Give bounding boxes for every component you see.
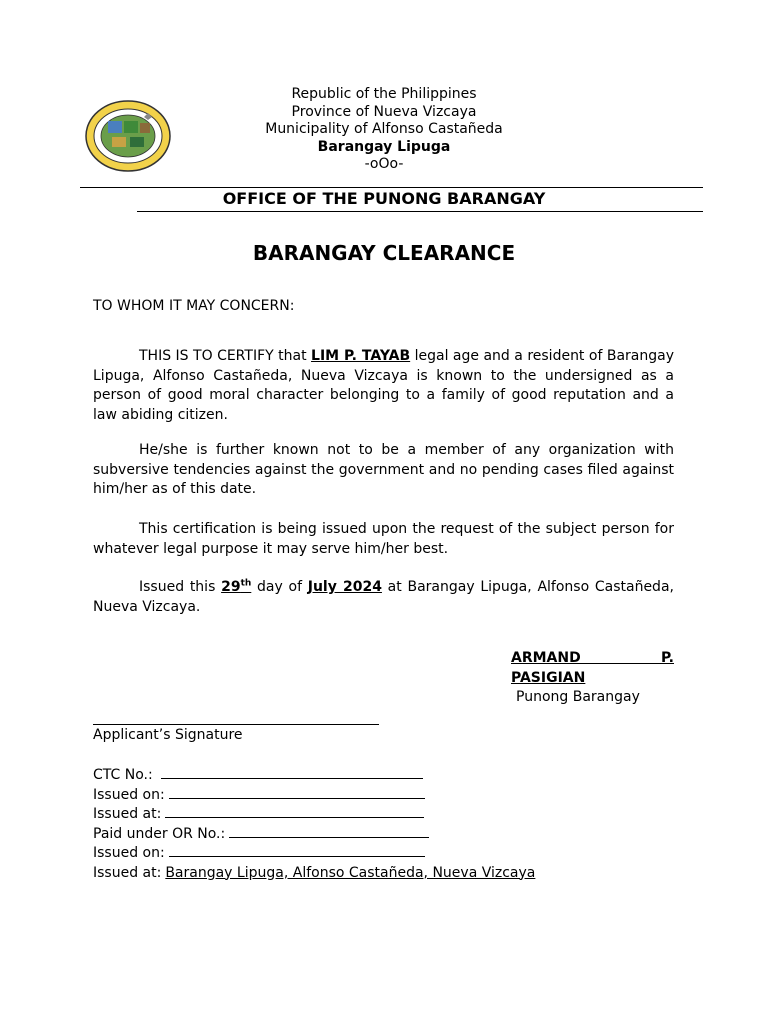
issued-at2-value: Barangay Lipuga, Alfonso Castañeda, Nueva Vizcaya [165, 864, 536, 881]
ctc-details [93, 766, 535, 883]
header-rule-top [80, 187, 703, 188]
ctc-no-blank [161, 766, 423, 779]
issuance-paragraph: Issued this 29th day of July 2024 at Barangay Lipuga, Alfonso Castañeda, Nueva Vizcaya. [93, 578, 674, 615]
header-municipality: Municipality of Alfonso Castañeda [265, 121, 503, 137]
header-province: Province of Nueva Vizcaya [291, 103, 477, 120]
office-title: OFFICE OF THE PUNONG BARANGAY [222, 189, 546, 208]
or-no-row: Paid under OR No.: [93, 825, 535, 845]
issue-day: 29th [221, 578, 252, 595]
issued-on2-row: Issued on: [93, 844, 535, 864]
membership-paragraph: He/she is further known not to be a member of any organization with subversive tendencies against the government and no pending cases filed against him/her as of this date. [93, 442, 674, 497]
issue-month-year: July 2024 [307, 579, 382, 595]
issued-on2-blank [169, 844, 425, 857]
salutation: TO WHOM IT MAY CONCERN: [93, 298, 295, 314]
issued-at-row: Issued at: [93, 805, 535, 825]
header-ornament: -oOo- [364, 156, 404, 172]
header-barangay: Barangay Lipuga [317, 138, 451, 155]
issued-at2-row: Issued at: Barangay Lipuga, Alfonso Castañeda, Nueva Vizcaya [93, 864, 535, 884]
header-republic: Republic of the Philippines [291, 86, 477, 102]
applicant-signature-line [93, 724, 379, 725]
issued-on-blank [169, 786, 425, 799]
signatory-block [511, 649, 674, 708]
issued-at-blank [165, 805, 424, 818]
purpose-paragraph: This certification is being issued upon the request of the subject person for whatever legal purpose it may serve him/her best. [93, 521, 674, 557]
subject-name: LIM P. TAYAB [311, 348, 411, 364]
certification-paragraph: THIS IS TO CERTIFY that LIM P. TAYAB legal age and a resident of Barangay Lipuga, Alfonso Castañeda, Nueva Vizcaya is known to the undersigned as a person of good moral character belonging to a family of good reputation and a law abiding citizen. [93, 348, 674, 423]
or-no-blank [229, 825, 429, 838]
ctc-no-row: CTC No.: [93, 766, 535, 786]
document-title: BARANGAY CLEARANCE [252, 241, 516, 265]
document-header [0, 86, 768, 174]
signatory-name-line1: ARMAND P. [511, 650, 674, 666]
header-rule-bottom [137, 211, 703, 212]
signatory-name-line2: PASIGIAN [511, 669, 586, 686]
applicant-signature-label: Applicant’s Signature [93, 727, 243, 743]
signatory-position: Punong Barangay [516, 689, 640, 705]
issued-on-row: Issued on: [93, 786, 535, 806]
